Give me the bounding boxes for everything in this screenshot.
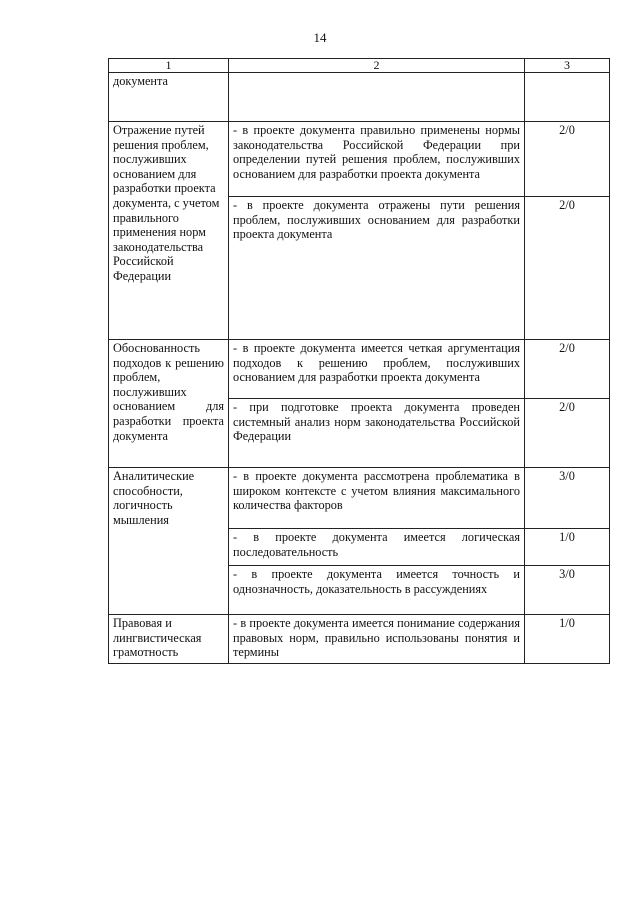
indicator-cell: - в проекте документа отражены пути решения проблем, послуживших основанием для разработки проекта документа (229, 197, 525, 340)
table-row (109, 615, 610, 664)
score-empty (525, 73, 610, 122)
criteria-table (108, 58, 610, 664)
table-row (109, 122, 610, 197)
criterion-cell: Обоснованность подходов к решению проблем, послуживших основанием для разработки проекта документа (109, 340, 229, 468)
score-cell: 1/0 (525, 529, 610, 566)
indicator-cell: - в проекте документа рассмотрена проблематика в широком контексте с учетом влияния максимального количества факторов (229, 468, 525, 529)
criterion-continuation: документа (109, 73, 229, 122)
column-header-2: 2 (229, 59, 525, 73)
indicator-cell: - в проекте документа имеется понимание содержания правовых норм, правильно использованы понятия и термины (229, 615, 525, 664)
score-cell: 1/0 (525, 615, 610, 664)
table-row (109, 340, 610, 399)
table-row (109, 468, 610, 529)
indicator-cell: - при подготовке проекта документа проведен системный анализ норм законодательства Российской Федерации (229, 399, 525, 468)
score-cell: 3/0 (525, 566, 610, 615)
criterion-cell: Правовая и лингвистическая грамотность (109, 615, 229, 664)
score-cell: 3/0 (525, 468, 610, 529)
column-header-1: 1 (109, 59, 229, 73)
score-cell: 2/0 (525, 399, 610, 468)
page-number: 14 (313, 30, 327, 45)
criterion-cell: Аналитические способности, логичность мышления (109, 468, 229, 615)
indicator-cell: - в проекте документа имеется логическая последовательность (229, 529, 525, 566)
score-cell: 2/0 (525, 340, 610, 399)
indicator-empty (229, 73, 525, 122)
criterion-cell: Отражение путей решения проблем, послуживших основанием для разработки проекта документа, с учетом правильного применения норм законодательства Российской Федерации (109, 122, 229, 340)
indicator-cell: - в проекте документа имеется точность и однозначность, доказательность в рассуждениях (229, 566, 525, 615)
column-header-3: 3 (525, 59, 610, 73)
indicator-cell: - в проекте документа имеется четкая аргументация подходов к решению проблем, послуживших основанием для разработки проекта документа (229, 340, 525, 399)
table-row-continuation (109, 73, 610, 122)
score-cell: 2/0 (525, 122, 610, 197)
score-cell: 2/0 (525, 197, 610, 340)
indicator-cell: - в проекте документа правильно применены нормы законодательства Российской Федерации при определении путей решения проблем, послуживших основанием для разработки проекта документа (229, 122, 525, 197)
table-header-row (109, 59, 610, 73)
